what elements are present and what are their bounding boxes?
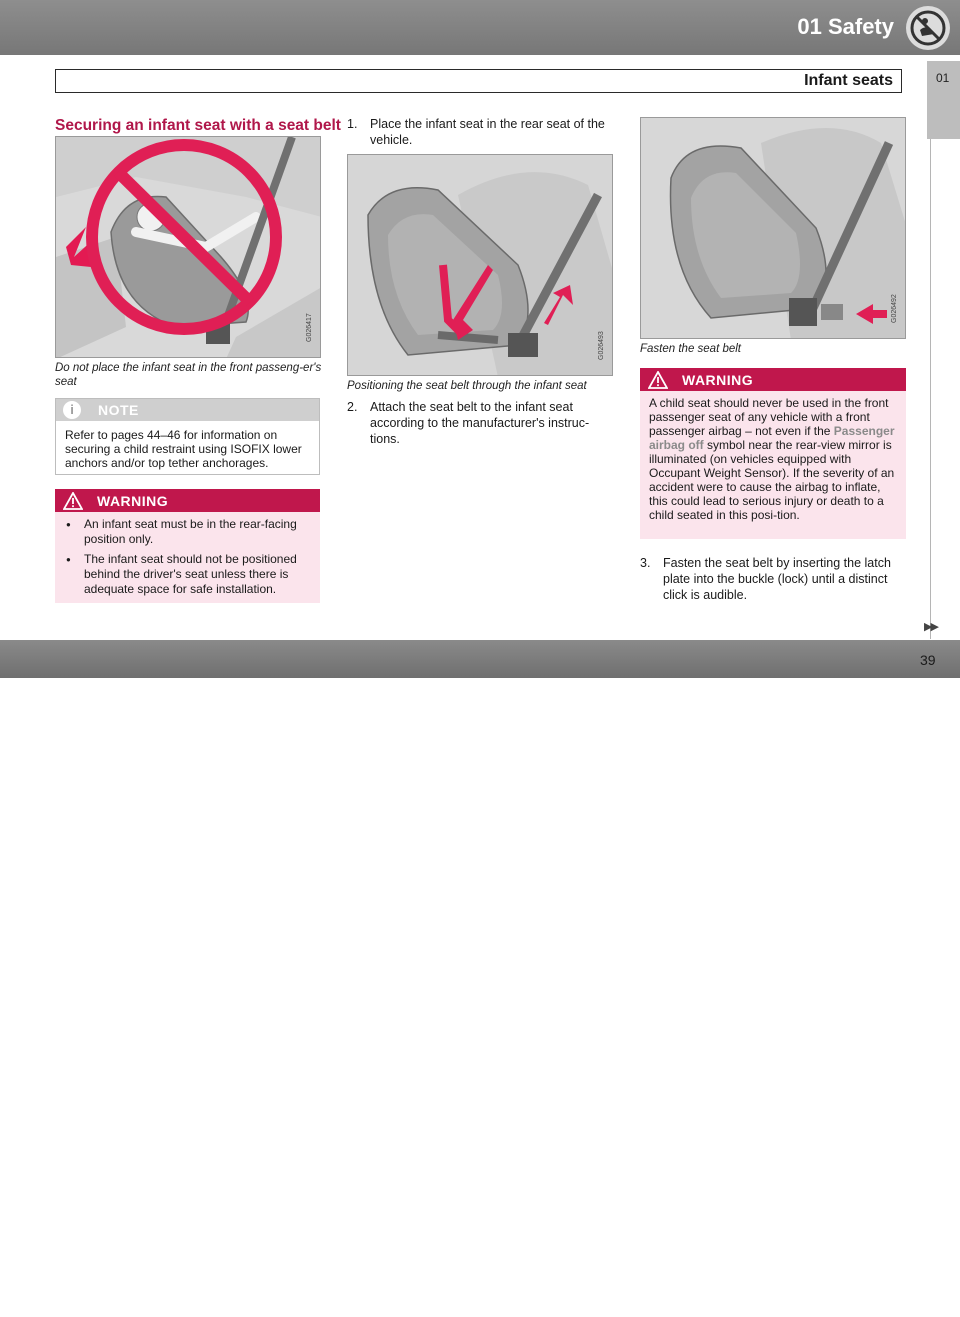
fasten-belt-illustration xyxy=(641,118,906,339)
warning-title: WARNING xyxy=(682,372,754,388)
note-text: Refer to pages 44–46 for information on securing a child restraint using ISOFIX lower anchors and/or top tether anchorages. xyxy=(65,428,302,470)
figure-id: G026492 xyxy=(891,294,898,323)
no-child-seat-icon xyxy=(906,6,950,50)
step-number: 2. xyxy=(347,400,358,414)
warning-box xyxy=(640,368,906,539)
figure-positioning-belt xyxy=(347,154,613,376)
warning-title: WARNING xyxy=(97,493,169,509)
step-2 xyxy=(347,399,617,449)
page-number: 39 xyxy=(920,652,936,668)
step-number: 1. xyxy=(347,117,358,131)
warning-header xyxy=(640,368,906,391)
footer-bar xyxy=(0,640,960,1316)
figure-caption: Fasten the seat belt xyxy=(640,343,742,355)
passenger-airbag-off-label: Passenger airbag off xyxy=(649,424,895,452)
figure-fasten-belt xyxy=(640,117,906,339)
chapter-tab-label: 01 xyxy=(936,71,950,85)
figure-caption: Positioning the seat belt through the infant seat xyxy=(347,380,587,392)
info-icon: i xyxy=(63,401,81,419)
warning-header xyxy=(55,489,320,512)
chapter-title: 01 Safety xyxy=(797,14,894,39)
warning-triangle-icon xyxy=(648,371,668,389)
page-heading: Securing an infant seat with a seat belt xyxy=(55,117,341,134)
section-title: Infant seats xyxy=(804,72,893,89)
infant-seat-front-illustration xyxy=(56,137,321,358)
step-text: Place the infant seat in the rear seat of the vehicle. xyxy=(370,117,605,147)
step-text: Attach the seat belt to the infant seat according to the manufacturer's instruc-tions. xyxy=(370,400,590,446)
step-1 xyxy=(347,116,617,150)
warning-triangle-icon xyxy=(63,492,83,510)
next-page-arrows-icon[interactable]: ▶▶ xyxy=(924,621,937,633)
step-number: 3. xyxy=(640,556,651,570)
figure-front-seat-prohibited xyxy=(55,136,321,358)
figure-id: G026417 xyxy=(306,313,313,342)
warning-text xyxy=(649,396,899,522)
header-bar xyxy=(0,0,960,55)
warning-text-part: A child seat should never be used in the front passenger seat of any vehicle with a front passenger airbag – not even if the xyxy=(649,396,889,438)
list-item: ● An infant seat must be in the rear-facing position only. xyxy=(64,517,314,547)
list-item: ● The infant seat should not be positioned behind the driver's seat unless there is adequate space for safe installation. xyxy=(64,552,314,597)
figure-id: G026493 xyxy=(598,331,605,360)
step-3 xyxy=(640,555,906,605)
note-box xyxy=(55,398,320,475)
note-header xyxy=(56,399,319,421)
step-text: Fasten the seat belt by inserting the latch plate into the buckle (lock) until a distinct click is audible. xyxy=(663,556,891,602)
note-title: NOTE xyxy=(98,402,139,418)
side-divider xyxy=(930,139,931,639)
section-bar xyxy=(55,69,902,93)
chapter-tab[interactable] xyxy=(927,61,960,139)
warning-text-part: symbol near the rear-view mirror is illuminated (on vehicles equipped with Occupant Weight Sensor). If the severity of an accident were to cause the airbag to inflate, this could lead to serious injury or death to a child seated in this posi-tion. xyxy=(649,438,895,522)
warning-list xyxy=(64,517,314,602)
watermark: carmanualsonline.info xyxy=(560,1286,847,1316)
belt-positioning-illustration xyxy=(348,155,613,376)
figure-caption: Do not place the infant seat in the front passeng-er's seat xyxy=(55,362,322,388)
warning-box xyxy=(55,489,320,603)
